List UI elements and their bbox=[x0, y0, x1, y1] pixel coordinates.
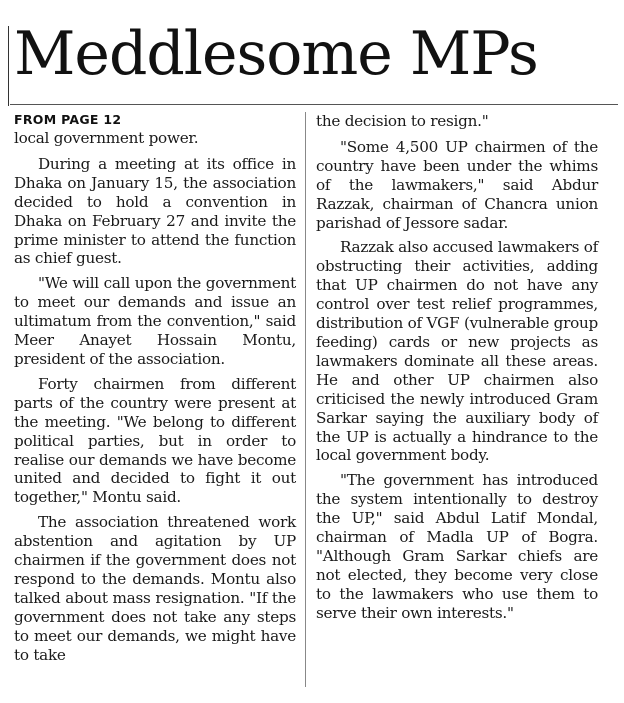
margin-rule bbox=[8, 26, 9, 106]
paragraph: During a meeting at its office in Dhaka on January 15, the association decided to hold a convention in Dhaka on February 27 and invite the prime minister to attend the function as chief guest. bbox=[14, 154, 296, 268]
continued-from-label: FROM PAGE 12 bbox=[14, 112, 122, 127]
paragraph: local government power. bbox=[14, 129, 199, 147]
paragraph: Razzak also accused lawmakers of obstructing their activities, adding that UP chairmen do not have any control over test relief programmes, distribution of VGF (vulnerable group feeding) cards or new projects as lawmakers dominate all these areas. He and other UP chairmen also criticised the newly introduced Gram Sarkar saying the auxiliary body of the UP is actually a hindrance to the local government body. bbox=[316, 238, 598, 465]
paragraph: "We will call upon the government to meet our demands and issue an ultimatum from the convention," said Meer Anayet Hossain Montu, president of the association. bbox=[14, 274, 296, 368]
paragraph: the decision to resign." bbox=[316, 112, 489, 130]
paragraph: Forty chairmen from different parts of the country were present at the meeting. "We belong to different political parties, but in order to realise our demands we have become united and decided to fight it out together," Montu said. bbox=[14, 374, 296, 507]
headline: Meddlesome MPs bbox=[14, 19, 538, 89]
right-column bbox=[316, 112, 598, 629]
headline-divider bbox=[10, 104, 618, 105]
paragraph: The association threatened work abstention and agitation by UP chairmen if the government does not respond to the demands. Montu also talked about mass resignation. "If the government does not take any steps to meet our demands, we might have to take bbox=[14, 513, 296, 664]
column-divider bbox=[305, 112, 306, 687]
paragraph: "Some 4,500 UP chairmen of the country have been under the whims of the lawmakers," said Abdur Razzak, chairman of Chancra union parishad of Jessore sadar. bbox=[316, 137, 598, 232]
left-column bbox=[14, 112, 296, 670]
paragraph: "The government has introduced the system intentionally to destroy the UP," said Abdul Latif Mondal, chairman of Madla UP of Bogra. "Although Gram Sarkar chiefs are not elected, they become very close to the lawmakers who use them to serve their own interests." bbox=[316, 471, 598, 622]
